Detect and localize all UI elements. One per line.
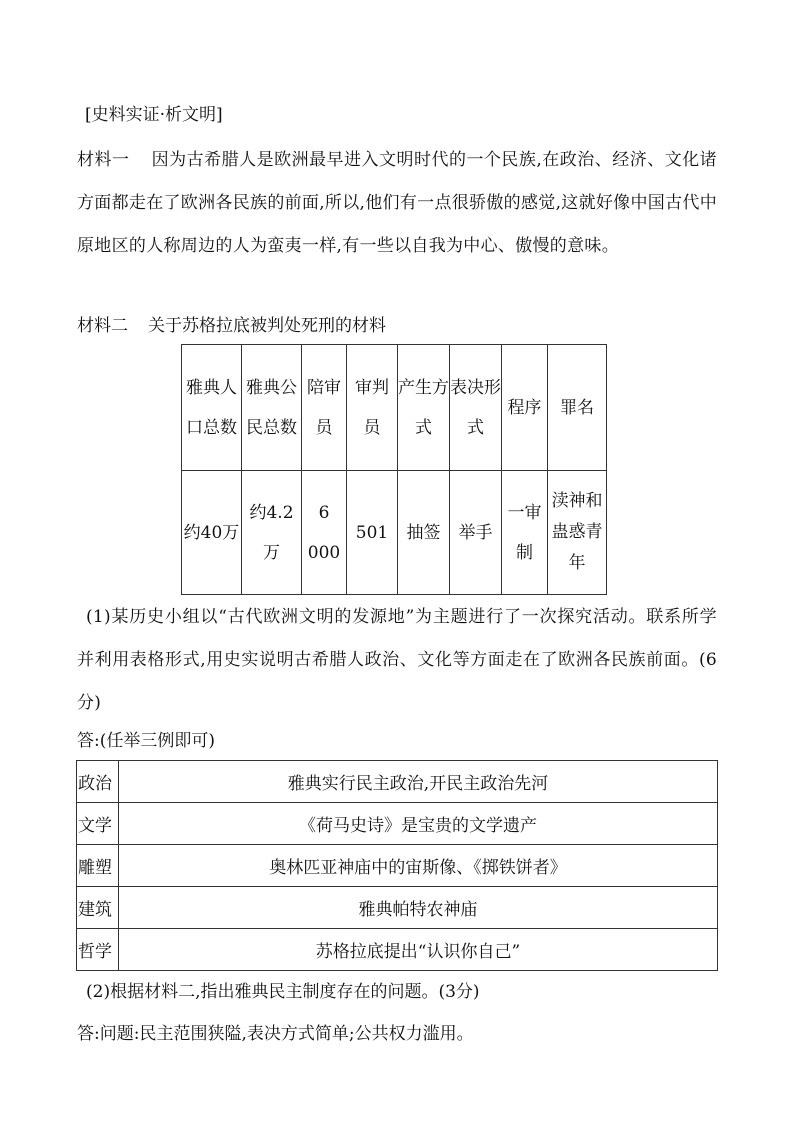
table-row (77, 887, 718, 929)
table-cell: 举手 (450, 471, 502, 595)
table-header-cell: 表决形式 (450, 345, 502, 471)
question-two: (2)根据材料二,指出雅典民主制度存在的问题。(3分) (86, 982, 480, 1002)
answer-two: 答:问题:民主范围狭隘,表决方式简单;公共权力滥用。 (77, 1024, 474, 1044)
table-row (77, 761, 718, 803)
material-one-paragraph (77, 139, 717, 268)
table-cell: 抽签 (398, 471, 450, 595)
answer-table (76, 760, 718, 971)
table-row (77, 929, 718, 971)
section-heading: [史料实证·析文明] (85, 105, 223, 125)
answer-category: 文学 (77, 803, 119, 845)
table-header-cell: 审判员 (347, 345, 398, 471)
socrates-trial-table (181, 344, 607, 595)
answer-category: 雕塑 (77, 845, 119, 887)
answer-content: 《荷马史诗》是宝贵的文学遗产 (119, 803, 718, 845)
table-header-cell: 雅典公民总数 (242, 345, 302, 471)
table-header-cell: 产生方式 (398, 345, 450, 471)
answer-category: 建筑 (77, 887, 119, 929)
answer-content: 苏格拉底提出“认识你自己” (119, 929, 718, 971)
table-data-row (182, 471, 607, 595)
question-one: (1)某历史小组以“古代欧洲文明的发源地”为主题进行了一次探究活动。联系所学并利用表格形式,用史实说明古希腊人政治、文化等方面走在了欧洲各民族前面。(6分) (77, 607, 717, 713)
table-cell: 约4.2万 (242, 471, 302, 595)
answer-content: 雅典帕特农神庙 (119, 887, 718, 929)
answer-category: 政治 (77, 761, 119, 803)
table-row (77, 845, 718, 887)
table-row (77, 803, 718, 845)
table-cell: 一审制 (502, 471, 548, 595)
table-cell: 501 (347, 471, 398, 595)
material-two-heading (77, 314, 386, 338)
answer-content: 奥林匹亚神庙中的宙斯像、《掷铁饼者》 (119, 845, 718, 887)
material-one-text: 因为古希腊人是欧洲最早进入文明时代的一个民族,在政治、经济、文化诸方面都走在了欧洲各民族的前面,所以,他们有一点很骄傲的感觉,这就好像中国古代中原地区的人称周边的人为蛮夷一样,有一些以自我为中心、傲慢的意味。 (77, 150, 717, 256)
table-cell: 6 000 (302, 471, 347, 595)
material-one-label: 材料一 (77, 150, 130, 170)
material-two-title: 关于苏格拉底被判处死刑的材料 (148, 316, 386, 336)
table-header-row (182, 345, 607, 471)
answer-content: 雅典实行民主政治,开民主政治先河 (119, 761, 718, 803)
answer-one-intro: 答:(任举三例即可) (77, 731, 215, 751)
table-header-cell: 程序 (502, 345, 548, 471)
table-header-cell: 陪审员 (302, 345, 347, 471)
material-two-label: 材料二 (77, 316, 128, 336)
table-header-cell: 雅典人口总数 (182, 345, 242, 471)
table-header-cell: 罪名 (548, 345, 607, 471)
table-cell: 约40万 (182, 471, 242, 595)
table-cell: 渎神和蛊惑青年 (548, 471, 607, 595)
answer-category: 哲学 (77, 929, 119, 971)
